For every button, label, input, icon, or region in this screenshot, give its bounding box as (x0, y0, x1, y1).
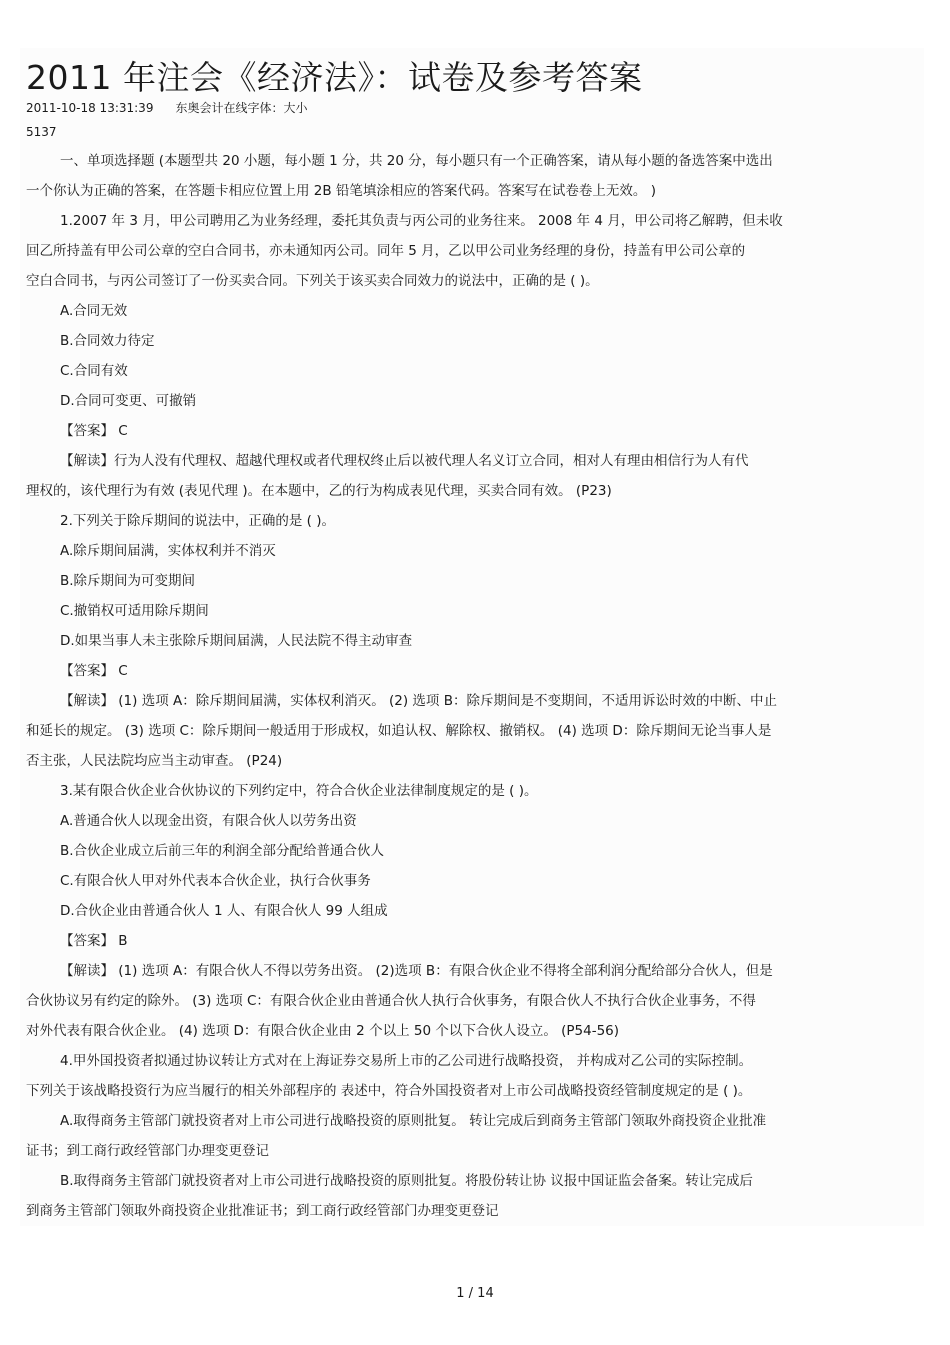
document-title: 2011 年注会《经济法》：试卷及参考答案 (26, 58, 643, 97)
text-line: D.合同可变更、可撤销 (60, 393, 197, 409)
text-line: 空白合同书，与丙公司签订了一份买卖合同。下列关于该买卖合同效力的说法中，正确的是 ( )。 (26, 273, 599, 289)
text-line: 【答案】 C (60, 423, 128, 439)
text-line: 回乙所持盖有甲公司公章的空白合同书，亦未通知丙公司。同年 5 月，乙以甲公司业务经理的身份，持盖有甲公司公章的 (26, 243, 746, 259)
text-line: C.有限合伙人甲对外代表本合伙企业，执行合伙事务 (60, 873, 371, 889)
source-and-font-size: 东奥会计在线字体：大小 (175, 101, 308, 115)
text-line: D.如果当事人未主张除斥期间届满，人民法院不得主动审查 (60, 633, 413, 649)
text-line: 1.2007 年 3 月，甲公司聘用乙为业务经理，委托其负责与丙公司的业务往来。 2008 年 4 月，甲公司将乙解聘，但未收 (60, 213, 783, 229)
text-line: 合伙协议另有约定的除外。 (3) 选项 C：有限合伙企业由普通合伙人执行合伙事务，有限合伙人不执行合伙企业事务，不得 (26, 993, 756, 1009)
text-line: A.合同无效 (60, 303, 128, 319)
text-line: 否主张，人民法院均应当主动审查。 (P24) (26, 753, 283, 769)
text-line: B.取得商务主管部门就投资者对上市公司进行战略投资的原则批复。将股份转让协 议报中国证监会备案。转让完成后 (60, 1173, 753, 1189)
text-line: 2.下列关于除斥期间的说法中，正确的是 ( )。 (60, 513, 335, 529)
document-body (26, 146, 916, 1226)
text-line: A.取得商务主管部门就投资者对上市公司进行战略投资的原则批复。 转让完成后到商务主管部门领取外商投资企业批准 (60, 1113, 767, 1129)
article-number: 5137 (26, 125, 57, 139)
text-line: B.合伙企业成立后前三年的利润全部分配给普通合伙人 (60, 843, 385, 859)
text-line: 【答案】 B (60, 933, 128, 949)
page-indicator: 1 / 14 (456, 1286, 494, 1301)
text-line: 4.甲外国投资者拟通过协议转让方式对在上海证券交易所上市的乙公司进行战略投资， 并构成对乙公司的实际控制。 (60, 1053, 753, 1069)
text-line: 3.某有限合伙企业合伙协议的下列约定中，符合合伙企业法律制度规定的是 ( )。 (60, 783, 538, 799)
text-line: 对外代表有限合伙企业。 (4) 选项 D：有限合伙企业由 2 个以上 50 个以下合伙人设立。 (P54-56) (26, 1023, 620, 1039)
document-content (26, 58, 916, 1226)
text-line: 【解读】 (1) 选项 A：除斥期间届满，实体权利消灭。 (2) 选项 B：除斥期间是不变期间，不适用诉讼时效的中断、中止 (60, 693, 777, 709)
text-line: 证书；到工商行政经管部门办理变更登记 (26, 1143, 269, 1159)
text-line: B.除斥期间为可变期间 (60, 573, 196, 589)
text-line: 下列关于该战略投资行为应当履行的相关外部程序的 表述中，符合外国投资者对上市公司战略投资经管制度规定的是 ( )。 (26, 1083, 752, 1099)
text-line: C.合同有效 (60, 363, 128, 379)
text-line: D.合伙企业由普通合伙人 1 人、有限合伙人 99 人组成 (60, 903, 388, 919)
text-line: 一个你认为正确的答案，在答题卡相应位置上用 2B 铅笔填涂相应的答案代码。答案写在试卷卷上无效。 ) (26, 183, 656, 199)
text-line: 和延长的规定。 (3) 选项 C：除斥期间一般适用于形成权，如追认权、解除权、撤销权。 (4) 选项 D：除斥期间无论当事人是 (26, 723, 772, 739)
text-line: 【解读】 (1) 选项 A：有限合伙人不得以劳务出资。 (2)选项 B：有限合伙企业不得将全部利润分配给部分合伙人，但是 (60, 963, 773, 979)
text-line: C.撤销权可适用除斥期间 (60, 603, 209, 619)
text-line: 一、单项选择题 (本题型共 20 小题，每小题 1 分，共 20 分，每小题只有一个正确答案，请从每小题的备选答案中选出 (60, 153, 773, 169)
document-meta (26, 100, 916, 116)
text-line: 理权的，该代理行为有效 (表见代理 )。在本题中，乙的行为构成表见代理，买卖合同有效。 (P23) (26, 483, 612, 499)
text-line: 【解读】行为人没有代理权、超越代理权或者代理权终止后以被代理人名义订立合同，相对人有理由相信行为人有代 (60, 453, 749, 469)
text-line: 【答案】 C (60, 663, 128, 679)
text-line: A.除斥期间届满，实体权利并不消灭 (60, 543, 276, 559)
text-line: B.合同效力待定 (60, 333, 155, 349)
publish-datetime: 2011-10-18 13:31:39 (26, 101, 154, 115)
text-line: A.普通合伙人以现金出资，有限合伙人以劳务出资 (60, 813, 357, 829)
text-line: 到商务主管部门领取外商投资企业批准证书；到工商行政经管部门办理变更登记 (26, 1203, 499, 1219)
